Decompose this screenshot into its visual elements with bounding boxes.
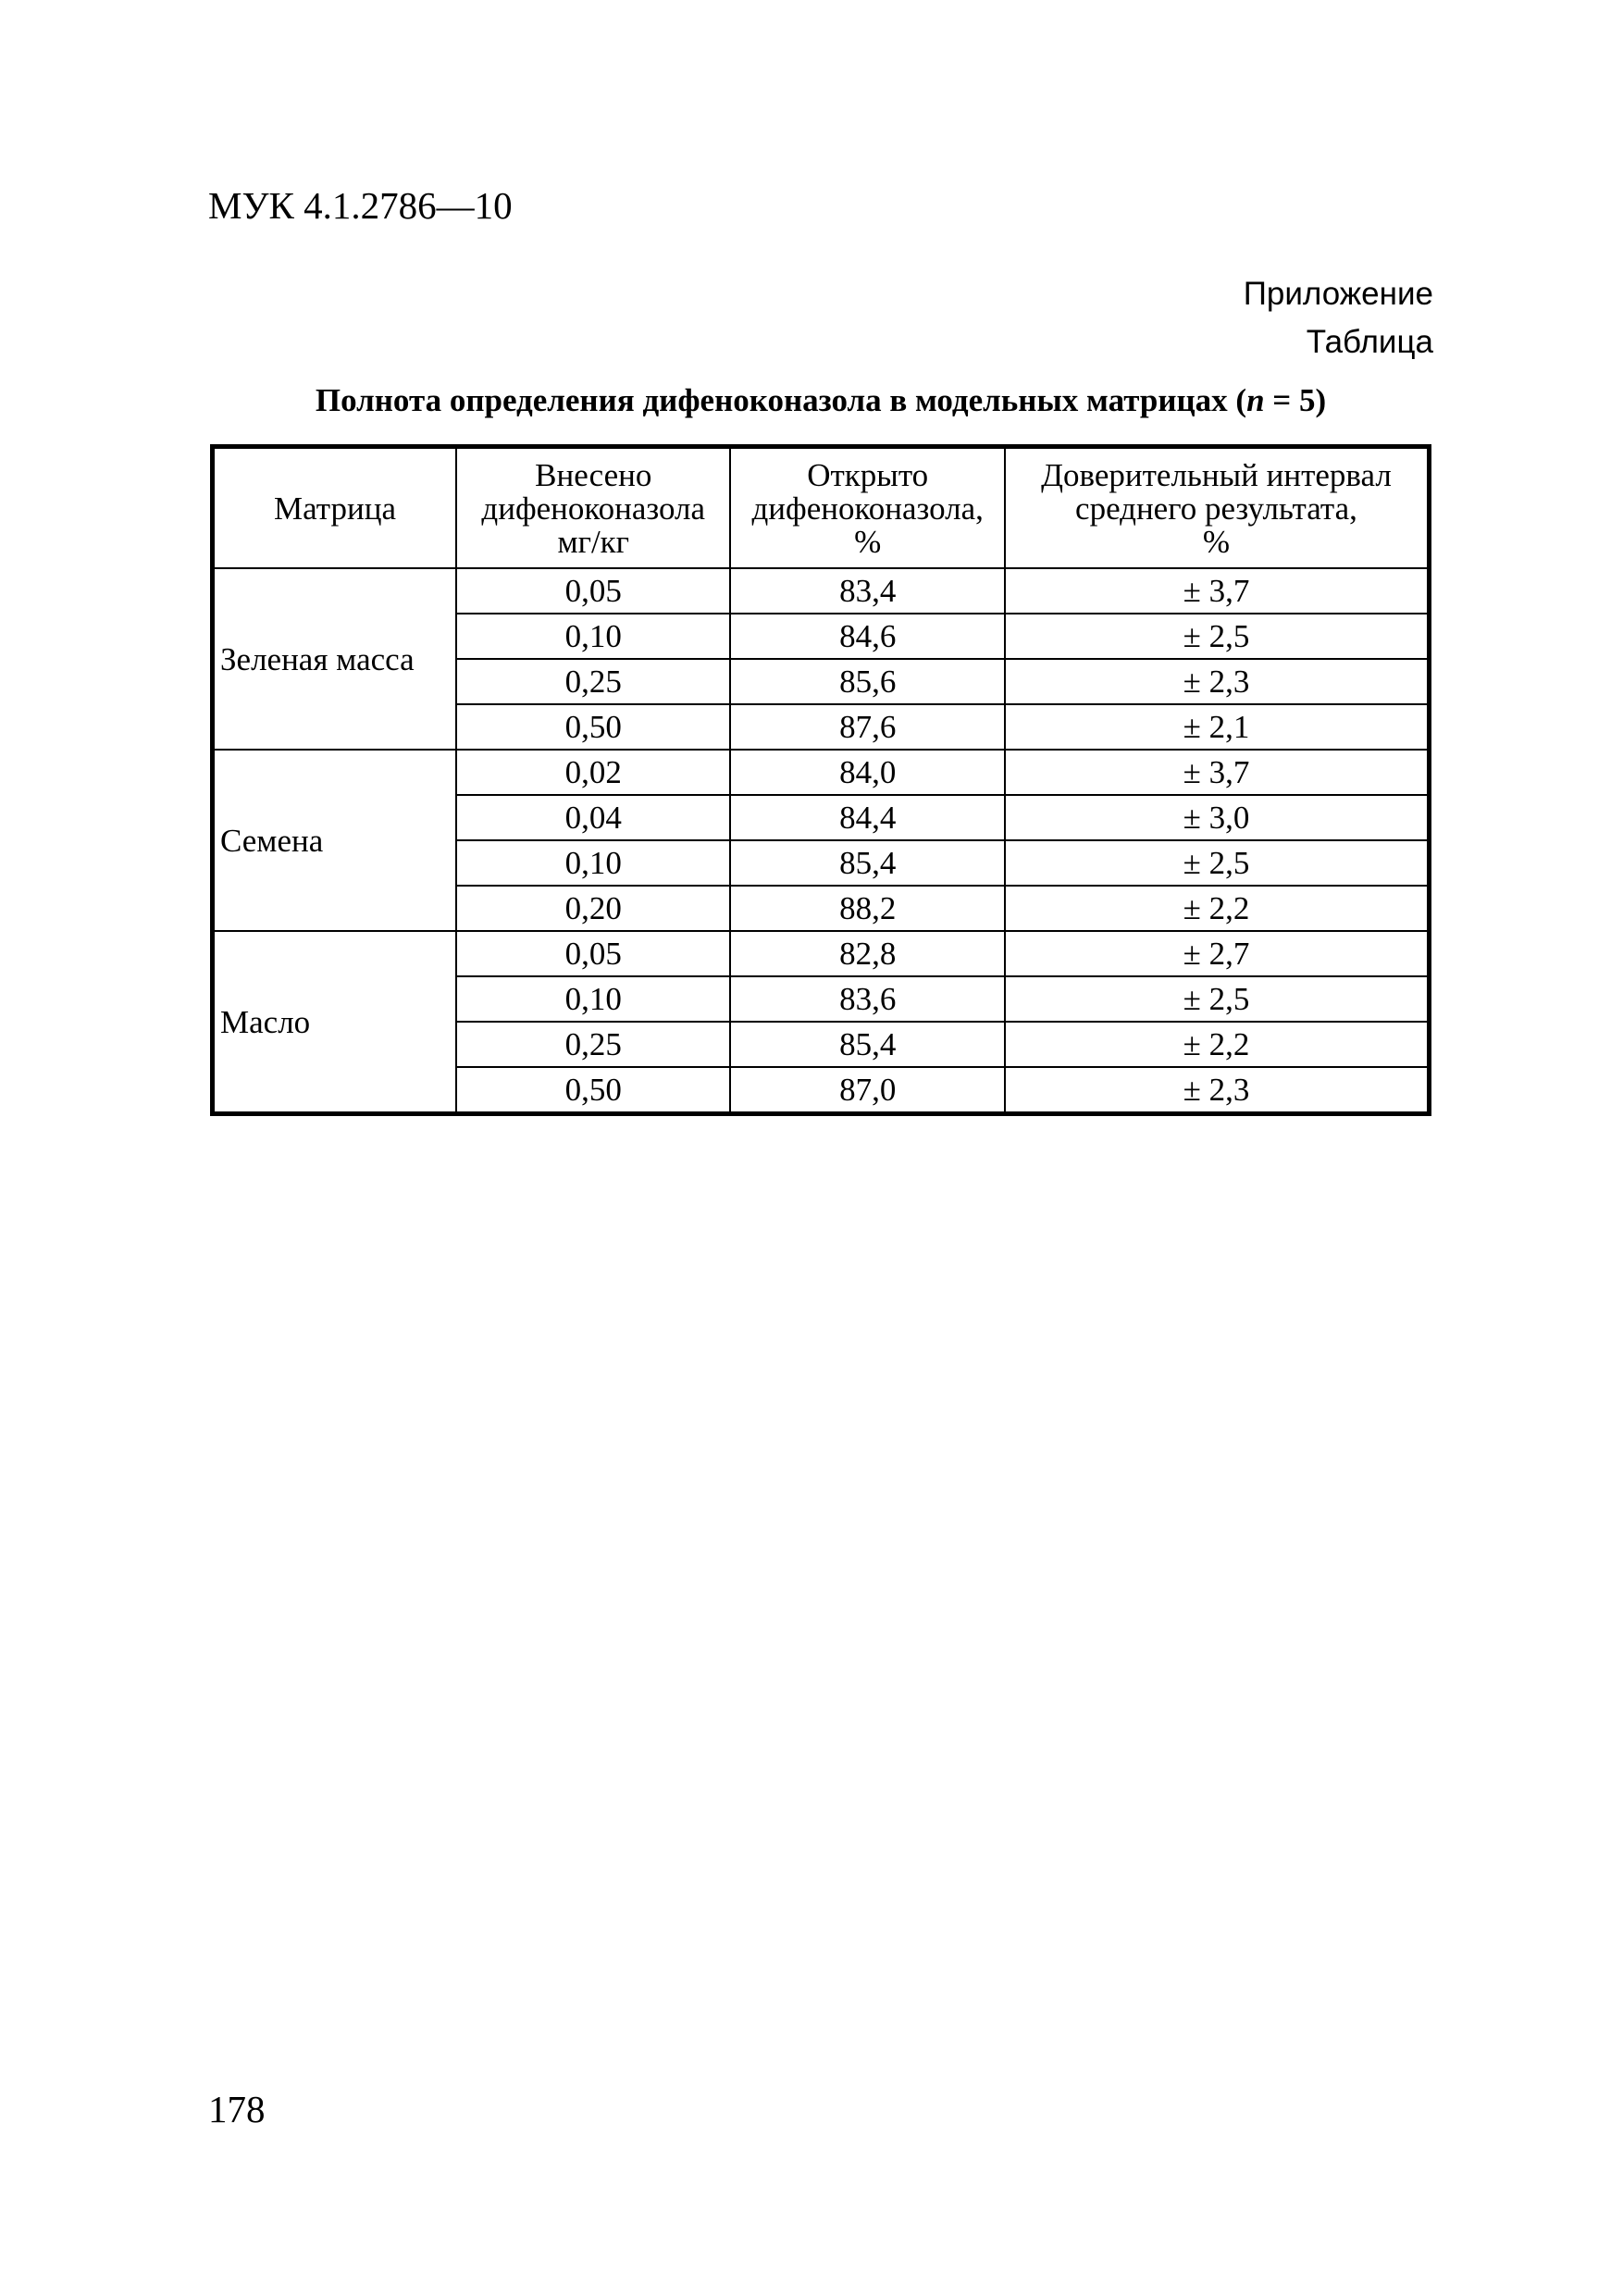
matrix-cell: Семена	[213, 750, 457, 931]
table-row	[213, 750, 1430, 795]
added-cell: 0,02	[456, 750, 730, 795]
interval-cell: ± 2,2	[1005, 1022, 1430, 1067]
recovered-cell: 88,2	[730, 886, 1005, 931]
recovered-cell: 82,8	[730, 931, 1005, 976]
recovered-cell: 85,4	[730, 840, 1005, 886]
interval-cell: ± 2,2	[1005, 886, 1430, 931]
matrix-cell: Зеленая масса	[213, 568, 457, 750]
header-added-line: дифеноконазола	[481, 490, 706, 527]
interval-cell: ± 3,7	[1005, 568, 1430, 614]
document-code: МУК 4.1.2786—10	[208, 184, 513, 227]
header-recovered-line: дифеноконазола,	[751, 490, 984, 527]
interval-cell: ± 2,1	[1005, 704, 1430, 750]
interval-cell: ± 3,7	[1005, 750, 1430, 795]
table-row	[213, 568, 1430, 614]
page-number: 178	[208, 2088, 266, 2130]
interval-cell: ± 2,5	[1005, 976, 1430, 1022]
interval-cell: ± 2,7	[1005, 931, 1430, 976]
caption-suffix: = 5)	[1264, 382, 1327, 418]
caption-n: n	[1246, 382, 1265, 418]
header-interval-line: среднего результата,	[1075, 490, 1357, 527]
caption-text: Полнота определения дифеноконазола в модельных матрицах (	[315, 382, 1247, 418]
appendix-block	[1244, 270, 1433, 366]
added-cell: 0,04	[456, 795, 730, 840]
interval-cell: ± 2,3	[1005, 1067, 1430, 1114]
header-recovered-line: %	[854, 524, 882, 560]
header-interval	[1005, 447, 1430, 569]
added-cell: 0,50	[456, 1067, 730, 1114]
header-added	[456, 447, 730, 569]
added-cell: 0,50	[456, 704, 730, 750]
recovered-cell: 84,0	[730, 750, 1005, 795]
added-cell: 0,05	[456, 931, 730, 976]
added-cell: 0,05	[456, 568, 730, 614]
recovered-cell: 85,6	[730, 659, 1005, 704]
header-matrix: Матрица	[213, 447, 457, 569]
added-cell: 0,10	[456, 614, 730, 659]
header-interval-line: Доверительный интервал	[1041, 457, 1392, 493]
interval-cell: ± 2,3	[1005, 659, 1430, 704]
interval-cell: ± 2,5	[1005, 840, 1430, 886]
header-recovered	[730, 447, 1005, 569]
recovered-cell: 87,6	[730, 704, 1005, 750]
appendix-label: Приложение	[1243, 276, 1433, 312]
added-cell: 0,25	[456, 659, 730, 704]
header-added-line: Внесено	[535, 457, 652, 493]
recovered-cell: 83,6	[730, 976, 1005, 1022]
interval-cell: ± 3,0	[1005, 795, 1430, 840]
recovered-cell: 84,4	[730, 795, 1005, 840]
table-header-row	[213, 447, 1430, 569]
interval-cell: ± 2,5	[1005, 614, 1430, 659]
added-cell: 0,10	[456, 840, 730, 886]
added-cell: 0,25	[456, 1022, 730, 1067]
added-cell: 0,20	[456, 886, 730, 931]
header-added-line: мг/кг	[557, 524, 630, 560]
matrix-cell: Масло	[213, 931, 457, 1114]
table-caption	[208, 382, 1433, 419]
table-label: Таблица	[1306, 324, 1433, 360]
recovered-cell: 87,0	[730, 1067, 1005, 1114]
recovered-cell: 83,4	[730, 568, 1005, 614]
recovered-cell: 84,6	[730, 614, 1005, 659]
header-recovered-line: Открыто	[807, 457, 929, 493]
header-interval-line: %	[1202, 524, 1231, 560]
recovered-cell: 85,4	[730, 1022, 1005, 1067]
recovery-table	[210, 444, 1431, 1116]
added-cell: 0,10	[456, 976, 730, 1022]
table-row	[213, 931, 1430, 976]
